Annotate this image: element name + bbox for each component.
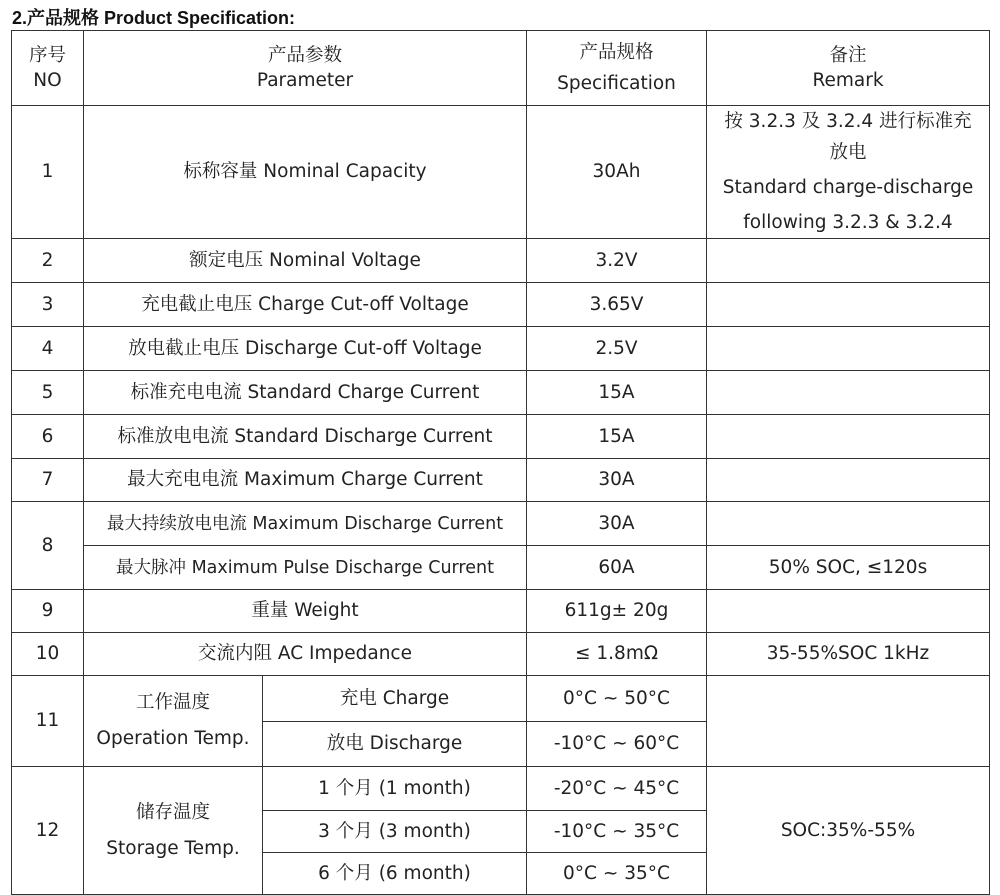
header-row [12, 31, 990, 106]
row-param: 额定电压 Nominal Voltage [84, 239, 527, 283]
row-param: 充电截止电压 Charge Cut-off Voltage [84, 283, 527, 327]
spec-table [11, 30, 990, 895]
table-row [12, 327, 990, 371]
row-spec: 611g± 20g [527, 590, 707, 633]
header-remark-en: Remark [812, 70, 884, 91]
row-no: 6 [12, 415, 84, 459]
row-no: 1 [12, 106, 84, 239]
header-remark [707, 31, 990, 106]
header-spec-cn: 产品规格 [579, 42, 654, 63]
row-param: 标准放电电流 Standard Discharge Current [84, 415, 527, 459]
header-parameter [84, 31, 527, 106]
table-row [12, 546, 990, 590]
row-spec: 2.5V [527, 327, 707, 371]
row-param: 充电 Charge [263, 676, 527, 722]
row-remark [707, 415, 990, 459]
row-spec: 3.65V [527, 283, 707, 327]
row-remark: 50% SOC, ≤120s [707, 546, 990, 590]
row-spec: -10°C ~ 60°C [527, 722, 707, 767]
group-label-cn: 工作温度 [135, 692, 210, 713]
row-remark [707, 239, 990, 283]
row-param: 放电截止电压 Discharge Cut-off Voltage [84, 327, 527, 371]
row-spec: 15A [527, 415, 707, 459]
table-row [12, 676, 990, 722]
row-param: 3 个月 (3 month) [263, 811, 527, 853]
table-row [12, 106, 990, 239]
row-param: 1 个月 (1 month) [263, 767, 527, 811]
row-remark [707, 676, 990, 767]
row-no: 7 [12, 459, 84, 502]
row-spec: 15A [527, 371, 707, 415]
row-group [84, 767, 263, 895]
row-no: 12 [12, 767, 84, 895]
row-no: 11 [12, 676, 84, 767]
row-spec: 30Ah [527, 106, 707, 239]
header-no-cn: 序号 [28, 45, 66, 66]
row-group [84, 676, 263, 767]
header-param-cn: 产品参数 [267, 45, 342, 66]
row-remark [707, 106, 990, 239]
remark-line: following 3.2.3 & 3.2.4 [743, 212, 953, 233]
row-param: 交流内阻 AC Impedance [84, 633, 527, 676]
row-no: 3 [12, 283, 84, 327]
row-remark: 35-55%SOC 1kHz [707, 633, 990, 676]
row-param: 标准充电电流 Standard Charge Current [84, 371, 527, 415]
table-row [12, 633, 990, 676]
remark-line: Standard charge-discharge [722, 177, 974, 198]
row-remark [707, 502, 990, 546]
header-spec-en: Specification [557, 73, 676, 94]
row-param: 最大持续放电电流 Maximum Discharge Current [84, 502, 527, 546]
table-row [12, 239, 990, 283]
header-no [12, 31, 84, 106]
row-spec: -20°C ~ 45°C [527, 767, 707, 811]
row-spec: 30A [527, 459, 707, 502]
remark-line: 按 3.2.3 及 3.2.4 进行标准充 [724, 111, 972, 132]
table-row [12, 459, 990, 502]
row-remark [707, 371, 990, 415]
table-row [12, 590, 990, 633]
row-param: 最大脉冲 Maximum Pulse Discharge Current [84, 546, 527, 590]
header-no-en: NO [33, 70, 62, 91]
row-remark: SOC:35%-55% [707, 767, 990, 895]
group-label-cn: 储存温度 [135, 801, 210, 823]
table-row [12, 767, 990, 811]
table-row [12, 283, 990, 327]
remark-line: 放电 [829, 142, 867, 163]
row-no: 10 [12, 633, 84, 676]
row-no: 5 [12, 371, 84, 415]
row-no: 9 [12, 590, 84, 633]
section-title: 2.产品规格 Product Specification: [12, 8, 296, 28]
group-label-en: Storage Temp. [106, 837, 240, 859]
row-param: 重量 Weight [84, 590, 527, 633]
row-param: 最大充电电流 Maximum Charge Current [84, 459, 527, 502]
row-param: 放电 Discharge [263, 722, 527, 767]
row-spec: -10°C ~ 35°C [527, 811, 707, 853]
table-row [12, 502, 990, 546]
row-no: 2 [12, 239, 84, 283]
row-spec: 0°C ~ 50°C [527, 676, 707, 722]
row-remark [707, 327, 990, 371]
row-param: 标称容量 Nominal Capacity [84, 106, 527, 239]
header-remark-cn: 备注 [829, 45, 867, 66]
table-row [12, 415, 990, 459]
group-label-en: Operation Temp. [96, 728, 250, 749]
row-spec: 0°C ~ 35°C [527, 853, 707, 895]
row-spec: 3.2V [527, 239, 707, 283]
header-param-en: Parameter [256, 70, 354, 91]
row-remark [707, 283, 990, 327]
row-spec: ≤ 1.8mΩ [527, 633, 707, 676]
row-no: 8 [12, 502, 84, 590]
table-row [12, 371, 990, 415]
row-spec: 30A [527, 502, 707, 546]
row-spec: 60A [527, 546, 707, 590]
header-specification [527, 31, 707, 106]
row-no: 4 [12, 327, 84, 371]
row-param: 6 个月 (6 month) [263, 853, 527, 895]
row-remark [707, 459, 990, 502]
row-remark [707, 590, 990, 633]
